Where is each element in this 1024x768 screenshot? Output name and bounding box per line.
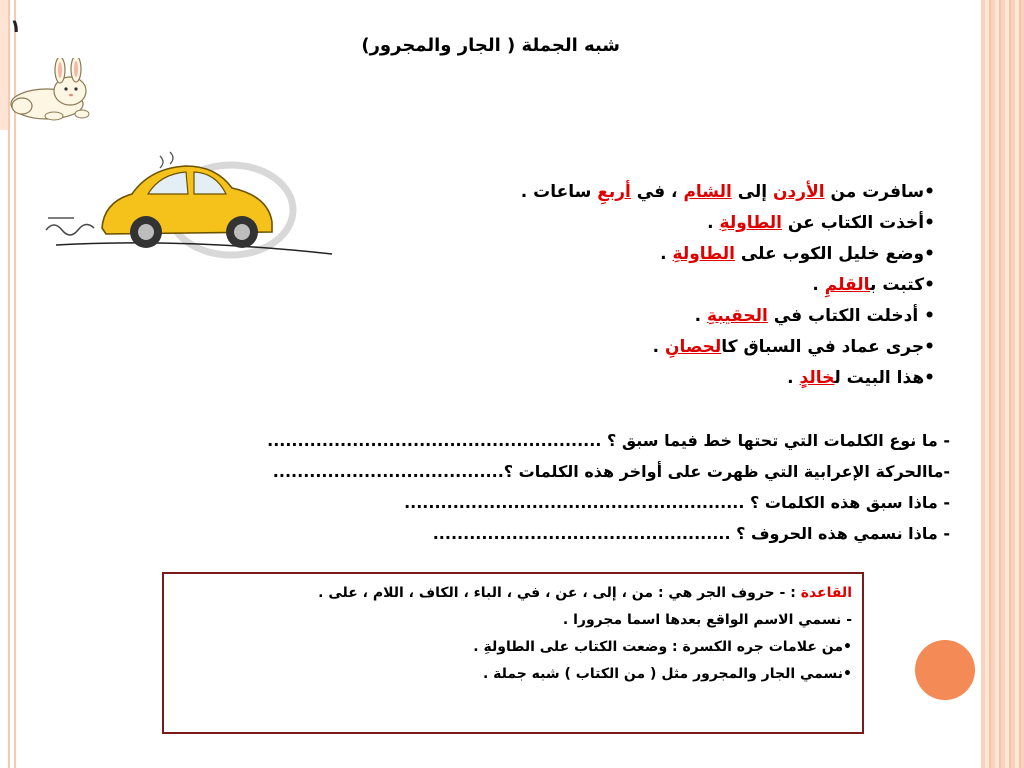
question-item: - ماذا سبق هذه الكلمات ؟ ........................................................ <box>404 493 950 512</box>
underlined-noun: خالدٍ <box>799 368 835 388</box>
sentence-text: هذا البيت ل <box>834 368 925 388</box>
bullet: • <box>924 244 935 264</box>
sentence-item <box>450 363 935 394</box>
sentence-text: أخذت الكتاب عن <box>781 213 925 233</box>
bullet: • <box>924 337 935 357</box>
question-list <box>170 425 950 549</box>
sentence-text: . <box>707 213 720 233</box>
sentence-text: أدخلت الكتاب في <box>767 306 925 326</box>
sentence-text: . <box>812 275 825 295</box>
rule-text: : - حروف الجر هي : من ، إلى ، عن ، في ، الباء ، الكاف ، اللام ، على . <box>318 585 801 601</box>
bullet: • <box>924 275 935 295</box>
sentence-text: إلى <box>731 182 774 202</box>
sentence-text: كتبت ب <box>870 275 925 295</box>
question-item: -ماالحركة الإعرابية التي ظهرت على أواخر هذه الكلمات ؟...................................... <box>272 462 950 481</box>
sentence-item <box>450 270 935 301</box>
rabbit-illustration <box>2 58 102 124</box>
question-item: - ماذا نسمي هذه الحروف ؟ ................................................. <box>432 524 950 543</box>
underlined-noun: أربعِ <box>597 182 631 202</box>
sentence-text: وضع خليل الكوب على <box>734 244 925 264</box>
right-decor-band <box>981 0 1024 768</box>
rule-line: - نسمي الاسم الواقع بعدها اسما مجرورا . <box>562 612 852 628</box>
sentence-item <box>450 239 935 270</box>
underlined-noun: القلمِ <box>824 275 871 295</box>
sentence-item <box>450 177 935 208</box>
sentence-text: ساعات . <box>520 182 598 202</box>
sentence-text: ، في <box>630 182 684 202</box>
underlined-noun: الطاولةِ <box>719 213 782 233</box>
rule-line: •من علامات جره الكسرة : وضعت الكتاب على الطاولةِ . <box>473 639 852 655</box>
slide-number: ١ <box>10 16 21 37</box>
decorative-circle <box>915 640 975 700</box>
sentence-item <box>450 208 935 239</box>
slide-title: شبه الجملة ( الجار والمجرور) <box>361 35 620 56</box>
rule-line: •نسمي الجار والمجرور مثل ( من الكتاب ) شبه جملة . <box>482 666 852 682</box>
underlined-noun: الشام <box>683 182 732 202</box>
rule-line <box>174 580 852 607</box>
sentence-text: سافرت من <box>824 182 925 202</box>
underlined-noun: الأردن <box>773 182 825 202</box>
underlined-noun: لحصانِ <box>665 337 722 357</box>
bullet: • <box>924 306 935 326</box>
sentence-text: جرى عماد في السباق كا <box>721 337 925 357</box>
sentence-text: . <box>660 244 673 264</box>
question-item: - ما نوع الكلمات التي تحتها خط فيما سبق ؟ ....................................................... <box>267 431 950 450</box>
sentence-text: . <box>652 337 665 357</box>
underlined-noun: الحقيبةِ <box>706 306 768 326</box>
car-illustration <box>36 150 336 260</box>
underlined-noun: الطاولةِ <box>672 244 735 264</box>
rule-label: القاعدة <box>800 585 852 601</box>
bullet: • <box>924 182 935 202</box>
sentence-text: . <box>787 368 800 388</box>
bullet: • <box>924 213 935 233</box>
sentence-text: . <box>694 306 707 326</box>
sentence-item <box>450 332 935 363</box>
rule-box <box>162 572 864 734</box>
sentence-item <box>450 301 935 332</box>
example-sentences <box>450 177 935 394</box>
bullet: • <box>924 368 935 388</box>
